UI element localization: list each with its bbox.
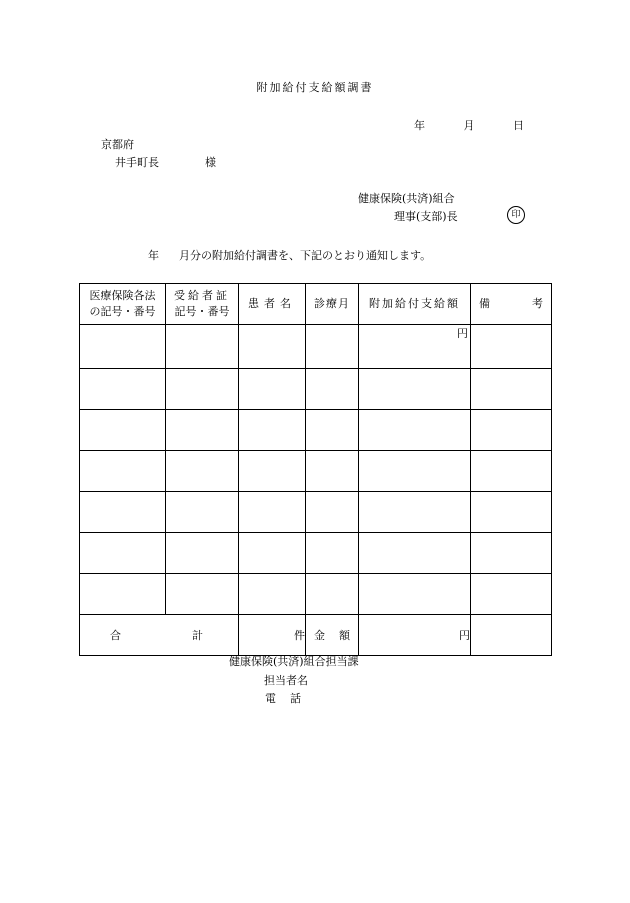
header-treatment-month: 診療月 — [306, 284, 359, 325]
cell-patient-name[interactable] — [239, 369, 306, 410]
notice-year-label: 年 — [148, 249, 159, 262]
total-label-right: 計 — [192, 629, 203, 642]
recipient-mayor: 井手町長 — [115, 156, 159, 169]
recipient-prefecture: 京都府 — [101, 138, 134, 151]
recipient-honorific: 様 — [205, 156, 216, 169]
recipient-line — [115, 157, 216, 168]
cell-treatment-month[interactable] — [306, 369, 359, 410]
benefit-table — [79, 283, 552, 656]
table-row — [80, 410, 552, 451]
date-line — [414, 120, 524, 131]
cell-benefit-amount[interactable] — [359, 574, 471, 615]
document-title: 附加給付支給額調書 — [256, 81, 374, 94]
cell-remarks[interactable] — [471, 451, 552, 492]
table-row — [80, 451, 552, 492]
total-amount-cell[interactable] — [359, 615, 471, 656]
total-remarks-cell[interactable] — [471, 615, 552, 656]
issuer-chief: 理事(支部)長 — [394, 210, 458, 223]
table-row — [80, 574, 552, 615]
cell-remarks[interactable] — [471, 533, 552, 574]
cell-treatment-month[interactable] — [306, 325, 359, 369]
cell-beneficiary-number[interactable] — [166, 492, 239, 533]
cell-patient-name[interactable] — [239, 451, 306, 492]
cell-patient-name[interactable] — [239, 325, 306, 369]
total-amount-label-cell — [306, 615, 359, 656]
cell-treatment-month[interactable] — [306, 574, 359, 615]
contact-phone-right: 話 — [290, 692, 301, 705]
cell-patient-name[interactable] — [239, 574, 306, 615]
cell-beneficiary-number[interactable] — [166, 325, 239, 369]
contact-phone — [265, 693, 301, 704]
cell-insurance-number[interactable] — [80, 451, 166, 492]
cell-insurance-number[interactable] — [80, 533, 166, 574]
cell-remarks[interactable] — [471, 369, 552, 410]
cell-beneficiary-number[interactable] — [166, 369, 239, 410]
header-patient-name: 患者名 — [239, 284, 306, 325]
total-amount-label-left: 金 — [314, 629, 325, 642]
contact-person-label: 担当者名 — [264, 674, 308, 687]
cell-beneficiary-number[interactable] — [166, 451, 239, 492]
cell-benefit-amount[interactable] — [359, 369, 471, 410]
cell-remarks[interactable] — [471, 325, 552, 369]
date-day-label: 日 — [513, 119, 524, 132]
cell-remarks[interactable] — [471, 574, 552, 615]
issuer-organization: 健康保険(共済)組合 — [358, 192, 455, 205]
table-row — [80, 325, 552, 369]
cell-beneficiary-number[interactable] — [166, 533, 239, 574]
header-beneficiary-number-line2: 記号・番号 — [174, 305, 230, 318]
contact-phone-left: 電 — [265, 692, 276, 705]
cell-patient-name[interactable] — [239, 533, 306, 574]
notice-text — [148, 250, 431, 261]
total-label-cell — [80, 615, 239, 656]
total-label-left: 合 — [110, 629, 121, 642]
cell-insurance-number[interactable] — [80, 410, 166, 451]
cell-beneficiary-number[interactable] — [166, 410, 239, 451]
table-header-row — [80, 284, 552, 325]
total-amount-unit: 円 — [459, 629, 470, 642]
total-count-cell[interactable] — [239, 615, 306, 656]
contact-department: 健康保険(共済)組合担当課 — [229, 655, 359, 668]
cell-insurance-number[interactable] — [80, 574, 166, 615]
cell-benefit-amount[interactable] — [359, 451, 471, 492]
header-beneficiary-number — [166, 284, 239, 325]
header-beneficiary-number-line1: 受給者証 — [174, 289, 230, 303]
cell-remarks[interactable] — [471, 492, 552, 533]
table-row — [80, 533, 552, 574]
cell-benefit-amount[interactable] — [359, 410, 471, 451]
date-month-label: 月 — [463, 119, 475, 132]
header-insurance-number-line1: 医療保険各法 — [89, 289, 156, 303]
cell-benefit-amount[interactable] — [359, 533, 471, 574]
cell-remarks[interactable] — [471, 410, 552, 451]
cell-treatment-month[interactable] — [306, 451, 359, 492]
cell-treatment-month[interactable] — [306, 533, 359, 574]
cell-insurance-number[interactable] — [80, 369, 166, 410]
header-benefit-amount: 附加給付支給額 — [359, 284, 471, 325]
header-remarks: 備考 — [471, 284, 552, 325]
cell-patient-name[interactable] — [239, 492, 306, 533]
cell-benefit-amount[interactable] — [359, 325, 471, 369]
cell-insurance-number[interactable] — [80, 325, 166, 369]
total-row — [80, 615, 552, 656]
cell-treatment-month[interactable] — [306, 492, 359, 533]
date-year-label: 年 — [414, 119, 425, 132]
table-row — [80, 369, 552, 410]
seal-mark: 印 — [507, 206, 525, 224]
cell-benefit-amount[interactable] — [359, 492, 471, 533]
cell-insurance-number[interactable] — [80, 492, 166, 533]
table-row — [80, 492, 552, 533]
total-amount-label-right: 額 — [339, 629, 350, 642]
header-insurance-number — [80, 284, 166, 325]
yen-unit: 円 — [457, 327, 468, 340]
cell-beneficiary-number[interactable] — [166, 574, 239, 615]
cell-treatment-month[interactable] — [306, 410, 359, 451]
cell-patient-name[interactable] — [239, 410, 306, 451]
header-insurance-number-line2: の記号・番号 — [89, 305, 156, 318]
notice-body: 月分の附加給付調書を、下記のとおり通知します。 — [179, 249, 432, 262]
total-count-unit: 件 — [294, 629, 305, 642]
